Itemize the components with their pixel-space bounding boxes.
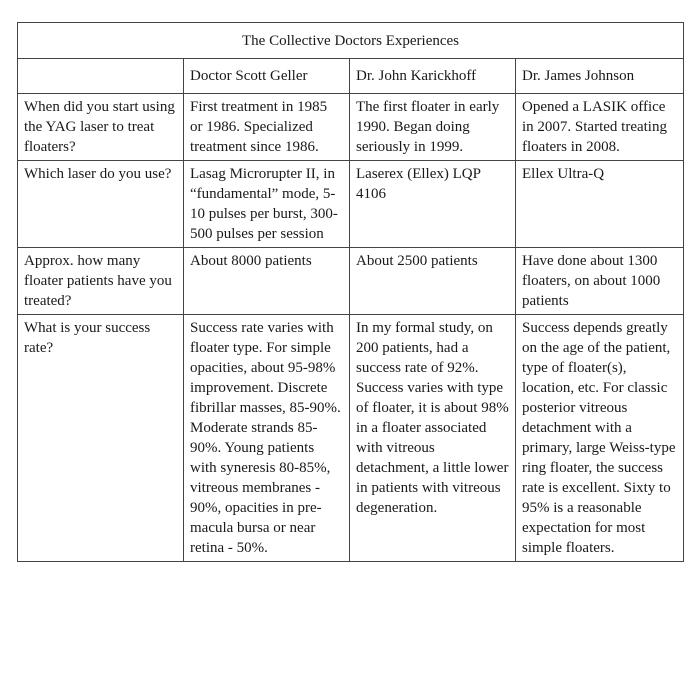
doctors-experiences-table [17,22,684,562]
answer-cell: In my formal study, on 200 patients, had a success rate of 92%. Success varies with type of floater, it is about 98% in a floater associated with vitreous detachment, a little lower in patients with vitreous degeneration. [350,315,516,562]
answer-cell: Success rate varies with floater type. For simple opacities, about 95-98% improvement. Discrete fibrillar masses, 85-90%. Moderate strands 85-90%. Young patients with syneresis 80-85%, vitreous membranes - 90%, opacities in pre-macula bursa or near retina - 50%. [184,315,350,562]
table-row [18,94,684,161]
answer-cell: Have done about 1300 floaters, on about 1000 patients [516,248,684,315]
answer-cell: Ellex Ultra-Q [516,161,684,248]
table-title: The Collective Doctors Experiences [18,23,684,59]
header-cell-john-karickhoff: Dr. John Karickhoff [350,59,516,94]
doctors-experiences-table-wrapper [17,22,683,562]
header-cell-scott-geller: Doctor Scott Geller [184,59,350,94]
answer-cell: The first floater in early 1990. Began doing seriously in 1999. [350,94,516,161]
header-cell-james-johnson: Dr. James Johnson [516,59,684,94]
answer-cell: Lasag Microrupter II, in “fundamental” mode, 5-10 pulses per burst, 300-500 pulses per session [184,161,350,248]
answer-cell: About 2500 patients [350,248,516,315]
question-cell: Which laser do you use? [18,161,184,248]
question-cell: Approx. how many floater patients have you treated? [18,248,184,315]
answer-cell: About 8000 patients [184,248,350,315]
answer-cell: Laserex (Ellex) LQP 4106 [350,161,516,248]
answer-cell: First treatment in 1985 or 1986. Specialized treatment since 1986. [184,94,350,161]
answer-cell: Opened a LASIK office in 2007. Started treating floaters in 2008. [516,94,684,161]
table-row [18,315,684,562]
question-cell: What is your success rate? [18,315,184,562]
table-row [18,161,684,248]
header-cell-empty [18,59,184,94]
question-cell: When did you start using the YAG laser to treat floaters? [18,94,184,161]
table-row [18,248,684,315]
answer-cell: Success depends greatly on the age of the patient, type of floater(s), location, etc. For classic posterior vitreous detachment with a primary, large Weiss-type ring floater, the success rate is excellent. Sixty to 95% is a reasonable expectation for most simple floaters. [516,315,684,562]
table-header-row [18,59,684,94]
table-title-row [18,23,684,59]
